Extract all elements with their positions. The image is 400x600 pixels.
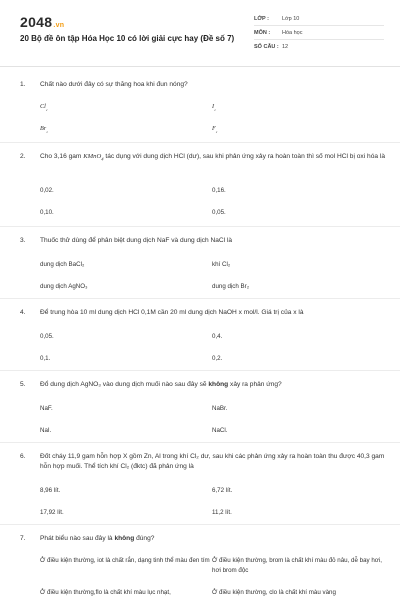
meta-value: Hóa học xyxy=(282,30,303,36)
document-header xyxy=(0,0,400,66)
meta-label: SỐ CÂU : xyxy=(254,44,279,50)
question-text: xảy ra phản ứng? xyxy=(230,381,282,388)
question-separator xyxy=(0,142,400,143)
option-a[interactable]: $Cl_{_2}$ xyxy=(40,103,48,112)
option-d[interactable]: Ở điều kiện thường, clo là chất khí màu vàng xyxy=(212,589,336,596)
option-a[interactable]: NaF. xyxy=(40,405,53,412)
question-text: Thuốc thử dùng để phân biệt dung dịch NaF và dung dịch NaCl là xyxy=(40,237,233,244)
option-d[interactable]: $F_{_2}$ xyxy=(212,125,218,134)
question-6 xyxy=(20,452,386,516)
logo-suffix: .vn xyxy=(53,22,65,29)
meta-label: LỚP : xyxy=(254,16,269,22)
question-number: 4. xyxy=(20,309,26,316)
option-b[interactable]: 0,16. xyxy=(212,187,226,194)
option-a[interactable]: 0,05. xyxy=(40,333,54,340)
question-text: Phát biểu nào sau đây là xyxy=(40,535,113,542)
option-d[interactable]: 0,05. xyxy=(212,209,226,216)
option-d[interactable]: NaCl. xyxy=(212,427,228,434)
question-number: 5. xyxy=(20,381,26,388)
option-c[interactable]: NaI. xyxy=(40,427,52,434)
option-d[interactable]: 11,2 lít. xyxy=(212,509,232,516)
meta-value: Lớp 10 xyxy=(282,16,300,22)
option-a[interactable]: 8,96 lít. xyxy=(40,487,61,494)
option-b[interactable]: $I_{_2}$ xyxy=(212,103,216,112)
question-text: đúng? xyxy=(136,535,155,542)
option-d[interactable]: dung dịch Br₂ xyxy=(212,283,250,290)
option-d[interactable]: 0,2. xyxy=(212,355,223,362)
option-a[interactable]: dung dịch BaCl₂ xyxy=(40,261,85,268)
question-text: Chất nào dưới đây có sự thăng hoa khi đun nóng? xyxy=(40,81,188,88)
option-a[interactable]: 0,02. xyxy=(40,187,54,194)
question-2 xyxy=(20,152,386,216)
question-7 xyxy=(20,534,386,596)
question-text: Để trung hòa 10 ml dung dịch HCl 0,1M cần 20 ml dung dịch NaOH x mol/l. Giá trị của x là xyxy=(40,309,304,316)
question-separator xyxy=(0,298,400,299)
option-c[interactable]: dung dịch AgNO₃ xyxy=(40,283,88,290)
option-c[interactable]: 0,1. xyxy=(40,355,51,362)
question-4 xyxy=(20,308,386,362)
option-c[interactable]: 0,10. xyxy=(40,209,54,216)
option-a[interactable]: Ở điều kiện thường, iot là chất rắn, dạng tinh thể màu đen tím xyxy=(40,557,210,564)
option-b[interactable]: 0,4. xyxy=(212,333,223,340)
question-separator xyxy=(0,524,400,525)
option-b[interactable]: 6,72 lít. xyxy=(212,487,233,494)
formula: KMnO$_4$ xyxy=(83,153,104,162)
question-5 xyxy=(20,380,386,434)
question-separator xyxy=(0,370,400,371)
question-separator xyxy=(0,226,400,227)
question-text: Đổ dung dịch AgNO₃ vào dung dịch muối nào sau đây sẽ xyxy=(40,381,207,388)
question-number: 3. xyxy=(20,237,26,244)
question-text: Cho 3,16 gam xyxy=(40,153,82,160)
question-number: 7. xyxy=(20,535,26,542)
emphasis-text: không xyxy=(114,535,135,542)
option-b[interactable]: NaBr. xyxy=(212,405,228,412)
option-b[interactable]: Ở điều kiện thường, brom là chất khí màu đỏ nâu, dễ bay hơi, hơi brom độc xyxy=(212,557,382,574)
question-separator xyxy=(0,442,400,443)
header-divider xyxy=(0,66,400,67)
question-number: 2. xyxy=(20,153,26,160)
page-title: 20 Bộ đề ôn tập Hóa Học 10 có lời giải cực hay (Đề số 7) xyxy=(20,34,235,43)
meta-label: MÔN : xyxy=(254,30,271,36)
emphasis-text: không xyxy=(208,381,229,388)
question-number: 1. xyxy=(20,81,26,88)
question-text: Đốt cháy 11,9 gam hỗn hợp X gồm Zn, Al trong khí Cl₂ dư, sau khi các phản ứng xảy ra hoàn toàn thu được 40,3 gam hỗn hợp muối. Thể tích khí Cl₂ (đktc) đã phản ứng là xyxy=(40,453,385,470)
logo-main: 2048 xyxy=(20,14,53,30)
site-logo[interactable] xyxy=(20,14,64,30)
option-c[interactable]: 17,92 lít. xyxy=(40,509,64,516)
question-text: tác dụng với dung dịch HCl (dư), sau khi phản ứng xảy ra hoàn toàn thì số mol HCl bị oxi hóa là xyxy=(105,153,385,160)
meta-value: 12 xyxy=(282,44,289,50)
question-3 xyxy=(20,236,386,290)
question-1 xyxy=(20,80,386,134)
option-b[interactable]: khí Cl₂ xyxy=(212,261,231,268)
option-c[interactable]: $Br_{_2}$ xyxy=(40,125,48,134)
option-c[interactable]: Ở điều kiện thường,flo là chất khí màu lục nhạt, xyxy=(40,589,171,596)
question-number: 6. xyxy=(20,453,26,460)
